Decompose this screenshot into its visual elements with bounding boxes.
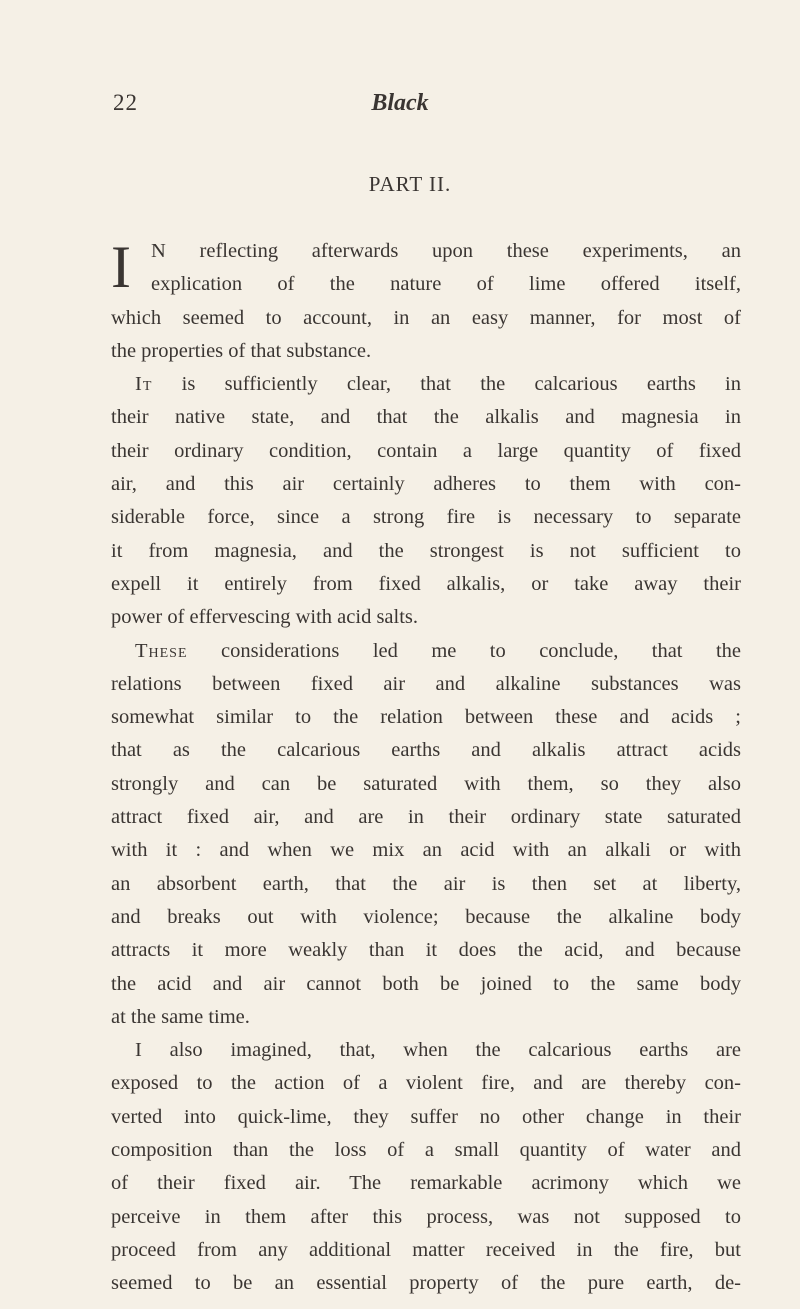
paragraph-lead: These xyxy=(135,639,188,662)
text-line: siderable force, since a strong fire is necessary to separate xyxy=(111,506,741,529)
paragraph-lead: It xyxy=(135,373,153,396)
text-line: exposed to the action of a violent fire, and are thereby con- xyxy=(111,1072,741,1095)
text-line: the properties of that substance. xyxy=(111,339,372,362)
text-line: at the same time. xyxy=(111,1005,250,1028)
text-line: an absorbent earth, that the air is then set at liberty, xyxy=(111,872,741,895)
drop-cap: I xyxy=(111,234,131,300)
text-line: power of effervescing with acid salts. xyxy=(111,606,419,629)
text-line: attract fixed air, and are in their ordinary state saturated xyxy=(111,806,741,829)
text-line: it from magnesia, and the strongest is not sufficient to xyxy=(111,539,741,562)
text-line: seemed to be an essential property of the pure earth, de- xyxy=(111,1272,741,1295)
text-line xyxy=(111,368,741,401)
page-number: 22 xyxy=(113,90,138,115)
text-line: expell it entirely from fixed alkalis, or take away their xyxy=(111,572,741,595)
text-line: attracts it more weakly than it does the acid, and because xyxy=(111,939,741,962)
text-line: I also imagined, that, when the calcarious earths are xyxy=(135,1039,741,1062)
body-text xyxy=(111,235,741,1301)
text-line xyxy=(111,635,741,668)
text-line: explication of the nature of lime offered itself, xyxy=(151,273,741,296)
part-title: PART II. xyxy=(368,172,452,196)
text-line: their native state, and that the alkalis and magnesia in xyxy=(111,406,741,429)
text-line: the acid and air cannot both be joined to the same body xyxy=(111,972,741,995)
text-line: verted into quick-lime, they suffer no other change in their xyxy=(111,1105,741,1128)
text-line: somewhat similar to the relation between these and acids ; xyxy=(111,706,741,729)
text-line: N reflecting afterwards upon these experiments, an xyxy=(151,240,741,262)
text-span: is sufficiently clear, that the calcarious earths in xyxy=(152,373,741,396)
text-line: perceive in them after this process, was not supposed to xyxy=(111,1205,741,1228)
text-line: proceed from any additional matter received in the fire, but xyxy=(111,1238,741,1261)
text-line: of their fixed air. The remarkable acrimony which we xyxy=(111,1172,741,1195)
text-line: strongly and can be saturated with them, so they also xyxy=(111,772,741,795)
running-head: Black xyxy=(371,90,429,116)
text-line: with it : and when we mix an acid with an alkali or with xyxy=(111,839,741,862)
text-line: and breaks out with violence; because the alkaline body xyxy=(111,905,741,928)
text-line: which seemed to account, in an easy manner, for most of xyxy=(111,306,741,329)
text-line: their ordinary condition, contain a large quantity of fixed xyxy=(111,439,741,462)
text-line: air, and this air certainly adheres to them with con- xyxy=(111,473,741,496)
text-line: relations between fixed air and alkaline substances was xyxy=(111,672,741,695)
text-line: composition than the loss of a small quantity of water and xyxy=(111,1139,741,1162)
text-line: that as the calcarious earths and alkalis attract acids xyxy=(111,739,741,762)
text-span: considerations led me to conclude, that the xyxy=(187,639,741,662)
